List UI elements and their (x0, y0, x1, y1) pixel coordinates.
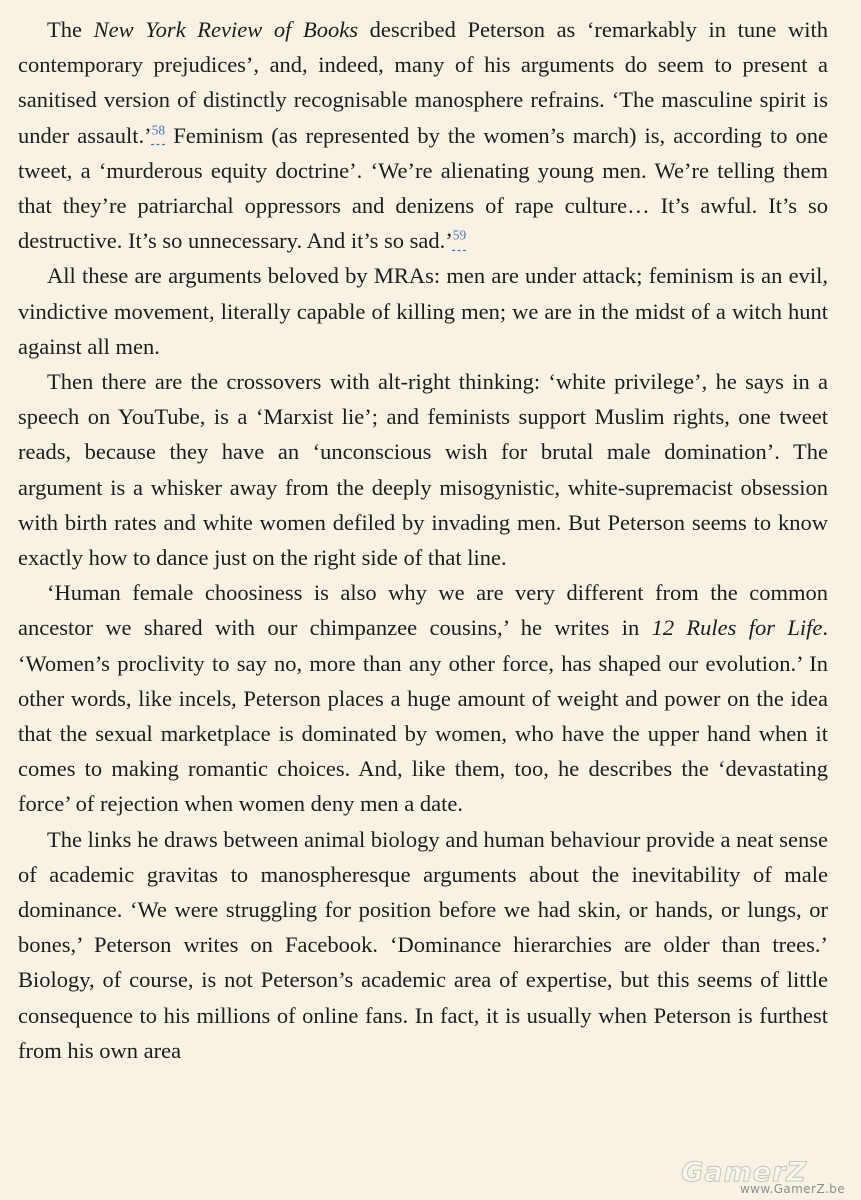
paragraph-text: All these are arguments beloved by MRAs: men are under attack; feminism is an evil, vindictive movement, literally capable of killing men; we are in the midst of a witch hunt against all men. (18, 263, 828, 359)
footnote-link[interactable]: 59 (452, 227, 467, 243)
paragraph-text: The (47, 17, 94, 42)
paragraph-text: Feminism (as represented by the women’s march) is, according to one tweet, a ‘murderous equity doctrine’. ‘We’re alienating young men. We’re telling them that they’re patriarchal oppressors and denizens of rape culture… It’s awful. It’s so destructive. It’s so unnecessary. And it’s so sad.’ (18, 122, 829, 254)
paragraph (18, 258, 828, 364)
paragraph (18, 822, 828, 1068)
book-page (18, 12, 828, 1068)
paragraph-text: Then there are the crossovers with alt-right thinking: ‘white privilege’, he says in a speech on YouTube, is a ‘Marxist lie’; and feminists support Muslim rights, one tweet reads, because they have an ‘unconscious wish for brutal male domination’. The argument is a whisker away from the deeply misogynistic, white-supremacist obsession with birth rates and white women defiled by invading men. But Peterson seems to know exactly how to dance just on the right side of that line. (18, 369, 828, 571)
watermark (669, 1156, 849, 1200)
paragraph (18, 12, 828, 258)
paragraph-text: ‘Human female choosiness is also why we are very different from the common ancestor we shared with our chimpanzee cousins,’ he writes in (18, 580, 828, 641)
paragraph-text: . ‘Women’s proclivity to say no, more than any other force, has shaped our evolution.’ In other words, like incels, Peterson places a huge amount of weight and power on the idea that the sexual marketplace is dominated by women, who have the upper hand when it comes to making romantic choices. And, like them, too, he describes the ‘devastating force’ of rejection when women deny men a date. (18, 615, 828, 817)
paragraph-text: described Peterson as ‘remarkably in tune with contemporary prejudices’, and, indeed, many of his arguments do seem to present a sanitised version of distinctly recognisable manosphere refrains. ‘The masculine spirit is under assault.’ (18, 17, 828, 148)
watermark-logo: GamerZ (681, 1157, 807, 1188)
paragraph (18, 575, 828, 821)
watermark-url: www.GamerZ.be (739, 1182, 845, 1196)
italic-title: 12 Rules for Life (651, 615, 823, 641)
paragraph (18, 364, 828, 575)
paragraph-text: The links he draws between animal biology and human behaviour provide a neat sense of academic gravitas to manospheresque arguments about the inevitability of male dominance. ‘We were struggling for position before we had skin, or hands, or lungs, or bones,’ Peterson writes on Facebook. ‘Dominance hierarchies are older than trees.’ Biology, of course, is not Peterson’s academic area of expertise, but this seems of little consequence to his millions of online fans. In fact, it is usually when Peterson is furthest from his own area (18, 826, 828, 1063)
footnote-link[interactable]: 58 (151, 122, 166, 138)
italic-title: New York Review of Books (93, 17, 358, 42)
